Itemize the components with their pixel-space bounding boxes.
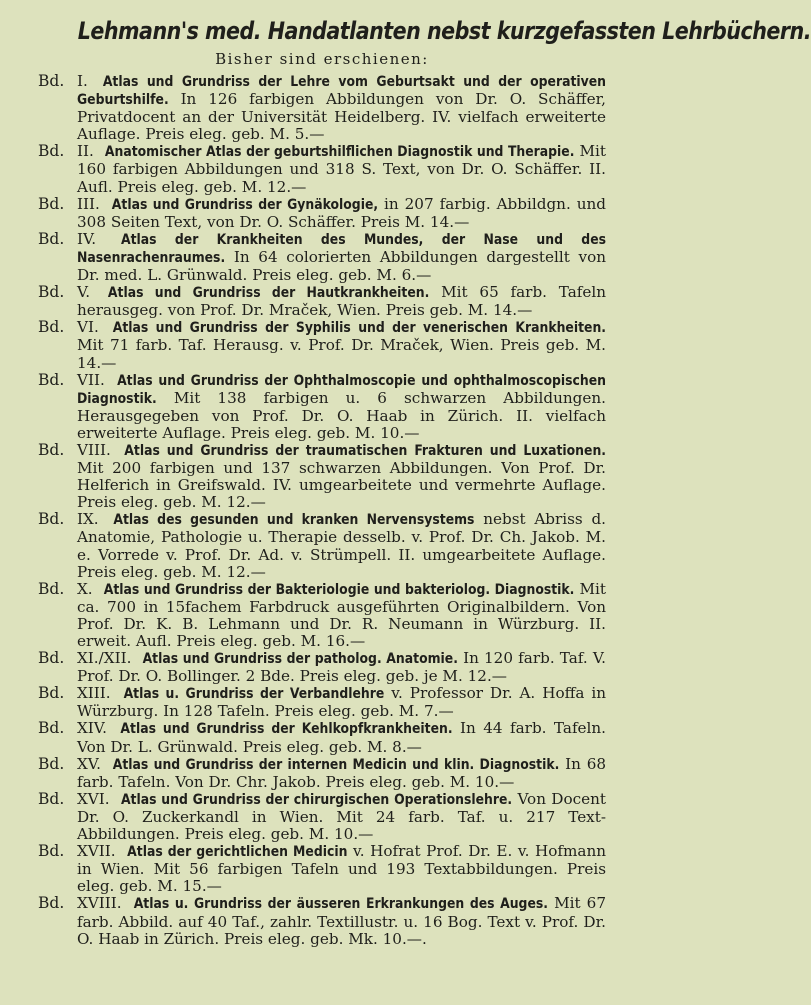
volume-description: in 207 farbig. Abbildgn. und 308 Seiten Text, von Dr. O. Schäffer. xyxy=(77,194,607,231)
volume-title: Atlas und Grundriss der Bakteriologie und bakteriolog. Diagnostik. xyxy=(103,581,575,598)
volume-prefix: Bd. xyxy=(38,754,65,773)
volume-price: Preis geb. M. 14.— xyxy=(385,301,533,320)
volume-entry xyxy=(38,284,606,319)
volume-description: Mit 67 farb. Abbild. auf 40 Taf., zahlr. Textillustr. u. 16 Bog. Text v. Prof. Dr. O. Haab in Zürich. xyxy=(77,894,607,948)
volume-price: Preis eleg. geb. je M. 12.— xyxy=(299,667,507,686)
volume-body xyxy=(77,231,606,284)
volume-price: Preis eleg. geb. M. 6.— xyxy=(252,266,432,285)
volume-description: Mit 65 farb. Tafeln herausgeg. von Prof. Dr. Mraček, Wien. xyxy=(77,283,607,320)
volume-description: In 68 farb. Tafeln. Von Dr. Chr. Jakob. xyxy=(77,754,607,791)
volume-entry xyxy=(38,143,606,195)
volume-body xyxy=(77,372,606,442)
volume-price: Preis eleg. geb. M. 15.— xyxy=(77,860,606,896)
volume-number: III. xyxy=(77,194,100,213)
volume-prefix: Bd. xyxy=(38,283,65,302)
volume-title: Atlas und Grundriss der traumatischen Frakturen und Luxationen. xyxy=(124,442,606,459)
volume-title: Atlas und Grundriss der Ophthalmoscopie und ophthalmoscopischen Diagnostik. xyxy=(77,372,606,407)
volume-price: Preis eleg. geb. M. 12.— xyxy=(77,493,266,512)
volume-title: Atlas und Grundriss der internen Medicin und klin. Diagnostik. xyxy=(112,756,560,773)
volume-prefix: Bd. xyxy=(38,440,65,459)
page-subheading: Bisher sind erschienen: xyxy=(215,50,429,68)
volume-number: XIII. xyxy=(77,684,111,703)
volume-body xyxy=(77,756,606,791)
volume-title: Atlas und Grundriss der chirurgischen Operationslehre. xyxy=(120,791,513,808)
volume-prefix: Bd. xyxy=(38,649,65,668)
volume-number: II. xyxy=(77,142,94,161)
volume-entry xyxy=(38,196,606,231)
volume-prefix: Bd. xyxy=(38,318,65,337)
volume-number: IX. xyxy=(77,510,99,529)
volume-prefix: Bd. xyxy=(38,842,65,861)
volume-number: VIII. xyxy=(77,440,111,459)
volume-body xyxy=(77,73,606,143)
volume-prefix: Bd. xyxy=(38,684,65,703)
volume-title: Atlas und Grundriss der Kehlkopfkrankheiten. xyxy=(120,721,453,738)
volume-entry xyxy=(38,895,606,947)
volume-description: Mit 200 farbigen und 137 schwarzen Abbildungen. Von Prof. Dr. Helferich in Greifswald. IV. umgearbeitete und vermehrte Auflage. xyxy=(77,459,606,495)
volume-body xyxy=(77,791,606,843)
volume-number: X. xyxy=(77,579,93,598)
volume-number: VII. xyxy=(77,370,105,389)
page-heading: Lehmann's med. Handatlanten nebst kurzgefassten Lehrbüchern. xyxy=(77,17,811,45)
volume-entry xyxy=(38,319,606,371)
volume-price: Preis eleg. geb. M. 10.— xyxy=(184,825,374,844)
volume-title: Atlas des gesunden und kranken Nervensystems xyxy=(113,512,475,529)
volume-prefix: Bd. xyxy=(38,72,65,90)
volume-entry xyxy=(38,685,606,720)
volume-description: Mit 160 farbigen Abbildungen und 318 S. Text, von Dr. O. Schäffer. II. Aufl. xyxy=(77,142,607,196)
volume-entry xyxy=(38,650,606,685)
volume-body xyxy=(77,511,606,580)
volume-price: Preis eleg. geb. M. 5.— xyxy=(145,125,325,144)
volume-description: Von Docent Dr. O. Zuckerkandl in Wien. Mit 24 farb. Taf. u. 217 Text-Abbildungen. xyxy=(77,789,607,844)
volume-body xyxy=(77,284,606,319)
volume-body xyxy=(77,720,606,755)
volume-title: Anatomischer Atlas der geburtshilflichen Diagnostik und Therapie. xyxy=(104,144,575,161)
volume-number: XV. xyxy=(77,754,101,773)
volume-number: V. xyxy=(77,283,91,302)
volume-prefix: Bd. xyxy=(38,789,65,808)
volume-body xyxy=(77,895,606,947)
volume-price: Preis geb. M. 14.— xyxy=(77,336,606,372)
volume-prefix: Bd. xyxy=(38,194,65,213)
volume-title: Atlas und Grundriss der Syphilis und der venerischen Krankheiten. xyxy=(112,320,607,337)
volume-price: Preis eleg. geb. M. 16.— xyxy=(176,632,366,650)
volume-prefix: Bd. xyxy=(38,510,65,529)
volume-price: Preis eleg. geb. Mk. 10.—. xyxy=(223,929,427,948)
volume-body xyxy=(77,319,606,371)
volume-description: v. Hofrat Prof. Dr. E. v. Hofmann in Wien. Mit 56 farbigen Tafeln und 193 Textabbildungen. xyxy=(77,842,607,879)
volume-price: Preis eleg. geb. M. 8.— xyxy=(242,737,422,756)
volume-number: XVI. xyxy=(77,789,110,808)
volume-number: XVIII. xyxy=(77,894,122,913)
volume-description: In 120 farb. Taf. V. Prof. Dr. O. Bollinger. 2 Bde. xyxy=(77,649,607,686)
volume-body xyxy=(77,685,606,720)
volume-title: Atlas und Grundriss der Lehre vom Geburtsakt und der operativen Geburtshilfe. xyxy=(77,74,607,109)
volume-body xyxy=(77,143,606,195)
volume-body xyxy=(77,581,606,650)
volume-price: Preis eleg. geb. M. 10.— xyxy=(230,423,420,442)
volume-title: Atlas u. Grundriss der Verbandlehre xyxy=(123,686,385,703)
volume-entry xyxy=(38,442,606,511)
volume-title: Atlas der gerichtlichen Medicin xyxy=(127,844,348,861)
volume-price: Preis eleg. geb. M. 10.— xyxy=(325,772,515,791)
volume-prefix: Bd. xyxy=(38,229,65,248)
volume-prefix: Bd. xyxy=(38,370,65,389)
volume-prefix: Bd. xyxy=(38,142,65,161)
volume-number: I. xyxy=(77,72,88,90)
volume-prefix: Bd. xyxy=(38,719,65,738)
volume-body xyxy=(77,442,606,511)
volume-number: VI. xyxy=(77,318,99,337)
volume-entry xyxy=(38,720,606,755)
volume-description: In 64 colorierten Abbildungen dargestellt von Dr. med. L. Grünwald. xyxy=(77,247,607,285)
volume-prefix: Bd. xyxy=(38,894,65,913)
volume-prefix: Bd. xyxy=(38,579,65,598)
volume-number: XIV. xyxy=(77,719,107,738)
volume-title: Atlas und Grundriss der patholog. Anatomie. xyxy=(142,651,458,668)
volume-description: Mit 71 farb. Taf. Herausg. v. Prof. Dr. Mraček, Wien. xyxy=(77,336,494,355)
volume-description: Mit 138 farbigen u. 6 schwarzen Abbildungen. Herausgegeben von Prof. Dr. O. Haab in Zürich. II. vielfach erweiterte Auflage. xyxy=(77,388,606,442)
volume-entry xyxy=(38,791,606,843)
volume-title: Atlas und Grundriss der Gynäkologie, xyxy=(111,196,379,213)
volume-description: In 126 farbigen Abbildungen von Dr. O. Schäffer, Privatdocent an der Universität Heidelberg. IV. vielfach erweiterte Auflage. xyxy=(77,90,606,144)
volume-body xyxy=(77,843,606,895)
volume-price: Preis eleg. geb. M. 7.— xyxy=(274,702,454,721)
volume-description: Mit ca. 700 in 15fachem Farbdruck ausgeführten Originalbildern. Von Prof. Dr. K. B. Lehmann und Dr. R. Neumann in Würzburg. II. erweit. Aufl. xyxy=(77,579,606,650)
volume-body xyxy=(77,196,606,231)
volume-entry xyxy=(38,73,606,143)
volume-entry xyxy=(38,511,606,580)
volume-title: Atlas u. Grundriss der äusseren Erkrankungen des Auges. xyxy=(133,896,548,913)
volume-price: Preis M. 14.— xyxy=(360,212,470,231)
volume-description: v. Professor Dr. A. Hoffa in Würzburg. In 128 Tafeln. xyxy=(77,684,607,721)
volume-description: nebst Abriss d. Anatomie, Pathologie u. Therapie desselb. v. Prof. Dr. Ch. Jakob. M. e. Vorrede v. Prof. Dr. Ad. v. Strümpell. II. umgearbeitete Auflage. xyxy=(77,510,607,564)
volume-entry xyxy=(38,756,606,791)
volume-entry xyxy=(38,843,606,895)
volume-price: Preis eleg. geb. M. 12.— xyxy=(77,562,266,581)
volume-body xyxy=(77,650,606,685)
volume-title: Atlas der Krankheiten des Mundes, der Nase und des Nasenrachenraumes. xyxy=(77,231,607,266)
volume-title: Atlas und Grundriss der Hautkrankheiten. xyxy=(107,285,430,302)
volume-description: In 44 farb. Tafeln. Von Dr. L. Grünwald. xyxy=(77,719,607,756)
volume-number: IV. xyxy=(77,229,97,248)
volume-entry xyxy=(38,581,606,650)
volume-number: XVII. xyxy=(77,842,116,861)
volume-list xyxy=(38,73,606,948)
volume-entry xyxy=(38,372,606,442)
volume-price: Preis eleg. geb. M. 12.— xyxy=(117,177,307,196)
volume-entry xyxy=(38,231,606,284)
volume-number: XI./XII. xyxy=(77,649,132,668)
